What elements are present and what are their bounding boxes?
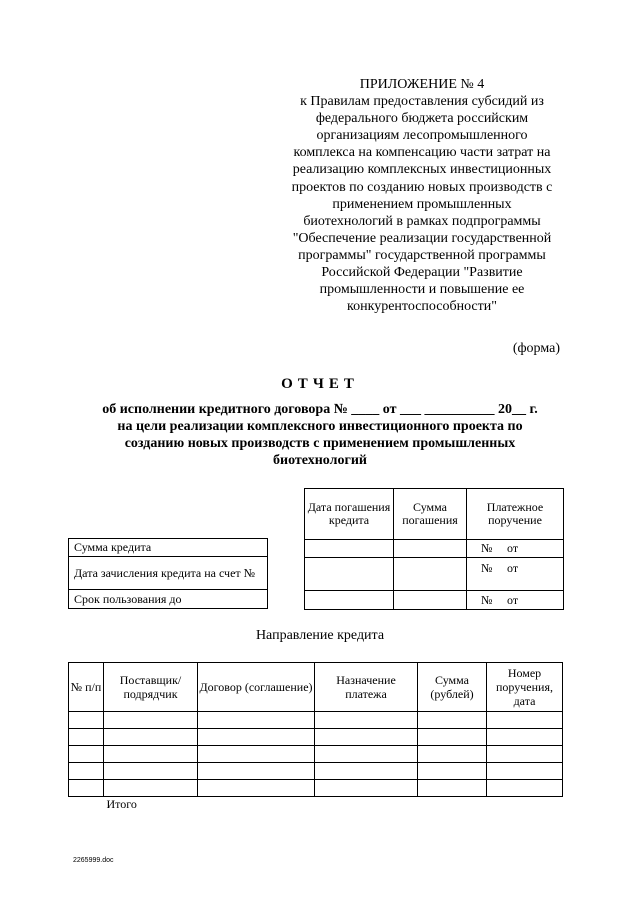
appendix-line: проектов по созданию новых производств с bbox=[291, 179, 553, 195]
col-purpose-header: Назначение платежа bbox=[315, 663, 418, 712]
repayment-sum-header: Сумма погашения bbox=[394, 489, 467, 540]
appendix-line: биотехнологий в рамках подпрограммы bbox=[303, 213, 541, 229]
appendix-line: программы" государственной программы bbox=[298, 247, 546, 263]
col-contract-header: Договор (соглашение) bbox=[198, 663, 315, 712]
appendix-title: ПРИЛОЖЕНИЕ № 4 bbox=[359, 77, 485, 92]
subtitle-line: биотехнологий bbox=[273, 453, 367, 468]
appendix-line: конкурентоспособности" bbox=[347, 299, 497, 315]
repayment-date-cell bbox=[305, 558, 394, 591]
subtitle-line: об исполнении кредитного договора № ____ от ___ __________ 20__ г. bbox=[102, 402, 538, 417]
order-from-label: от bbox=[507, 541, 519, 555]
file-name: 2265999.doc bbox=[73, 857, 114, 864]
col-supplier-header: Поставщик/ подрядчик bbox=[104, 663, 198, 712]
appendix-line: применением промышленных bbox=[332, 196, 512, 212]
appendix-line: федерального бюджета российским bbox=[315, 111, 529, 127]
payment-order-header: Платежное поручение bbox=[467, 489, 564, 540]
payment-order-cell bbox=[467, 558, 564, 591]
report-title: ОТЧЕТ bbox=[281, 376, 359, 392]
payment-order-cell bbox=[467, 591, 564, 610]
repayment-sum-cell bbox=[394, 540, 467, 558]
appendix-line: организациям лесопромышленного bbox=[316, 128, 528, 144]
repayment-date-cell bbox=[305, 591, 394, 610]
direction-table bbox=[68, 662, 563, 811]
form-label: (форма) bbox=[512, 341, 560, 356]
repayment-sum-cell bbox=[394, 558, 467, 591]
table-row bbox=[69, 729, 563, 746]
col-sum-header: Сумма (рублей) bbox=[418, 663, 487, 712]
total-row bbox=[69, 797, 563, 812]
table-row bbox=[69, 763, 563, 780]
repayment-sum-cell bbox=[394, 591, 467, 610]
appendix-header bbox=[272, 76, 572, 315]
subtitle-line: на цели реализации комплексного инвестиционного проекта по bbox=[117, 419, 523, 434]
appendix-line: к Правилам предоставления субсидий из bbox=[300, 94, 544, 110]
col-number-header: № п/п bbox=[69, 663, 104, 712]
table-row bbox=[69, 746, 563, 763]
order-no-label: № bbox=[481, 561, 493, 575]
appendix-line: промышленности и повышение ее bbox=[319, 282, 525, 298]
table-row bbox=[69, 780, 563, 797]
order-from-label: от bbox=[507, 561, 519, 575]
repayment-date-header: Дата погашения кредита bbox=[305, 489, 394, 540]
credit-table bbox=[68, 538, 268, 609]
table-row bbox=[69, 712, 563, 729]
payment-order-cell bbox=[467, 540, 564, 558]
appendix-line: "Обеспечение реализации государственной bbox=[292, 230, 552, 246]
appendix-line: реализацию комплексных инвестиционных bbox=[292, 162, 552, 178]
direction-title: Направление кредита bbox=[255, 628, 385, 643]
repayment-table bbox=[304, 488, 564, 610]
subtitle-line: созданию новых производств с применением промышленных bbox=[124, 436, 516, 451]
credit-date-label: Дата зачисления кредита на счет № bbox=[69, 557, 268, 590]
order-from-label: от bbox=[507, 592, 519, 607]
order-no-label: № bbox=[481, 541, 493, 555]
appendix-line: комплекса на компенсацию части затрат на bbox=[293, 145, 551, 161]
repayment-date-cell bbox=[305, 540, 394, 558]
credit-term-label: Срок пользования до bbox=[69, 590, 268, 609]
col-order-header: Номер поручения, дата bbox=[487, 663, 563, 712]
report-subtitle bbox=[80, 401, 560, 469]
total-label: Итого bbox=[106, 797, 137, 811]
credit-amount-label: Сумма кредита bbox=[69, 539, 268, 557]
appendix-line: Российской Федерации "Развитие bbox=[321, 265, 523, 281]
order-no-label: № bbox=[481, 592, 493, 607]
